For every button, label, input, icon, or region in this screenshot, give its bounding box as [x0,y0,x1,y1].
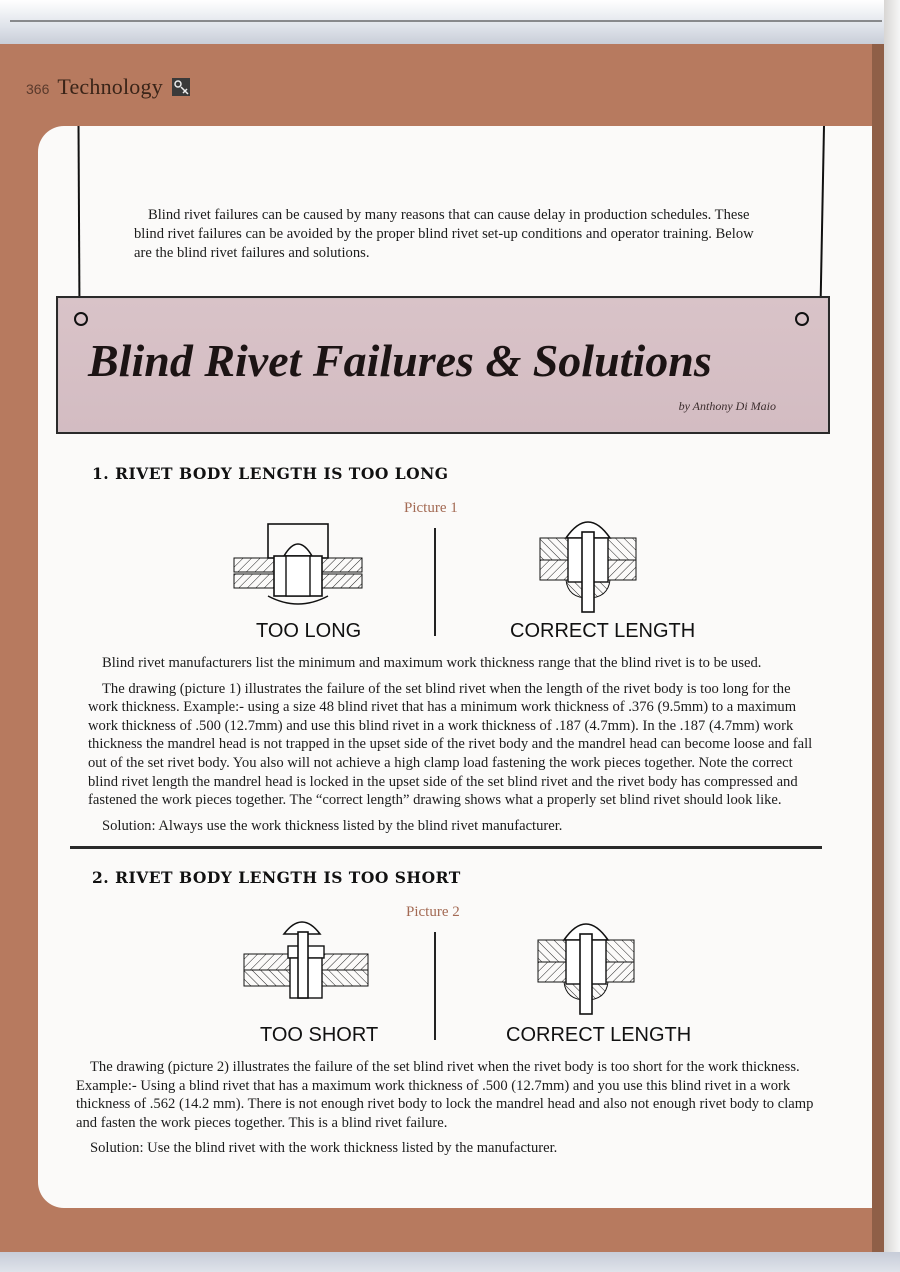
article-title: Blind Rivet Failures & Solutions [88,335,712,386]
scan-top-edge [0,0,900,44]
picture-1-label: Picture 1 [404,500,458,516]
paragraph: Solution: Use the blind rivet with the work thickness listed by the manufacturer. [90,1140,558,1157]
banner-hanger-left [78,126,81,312]
article-card [38,126,872,1208]
paragraph: Solution: Always use the work thickness listed by the blind rivet manufacturer. [102,817,563,834]
banner-ring-right [795,312,809,326]
too-short-rivet-drawing [238,914,378,1010]
intro-text: Blind rivet failures can be caused by many reasons that can cause delay in production schedules. These blind rivet failures can be avoided by the proper blind rivet set-up conditions and operator training. Below are the blind rivet failures and solutions. [134,207,754,261]
section-2-body [76,1058,822,1165]
paragraph: The drawing (picture 1) illustrates the failure of the set blind rivet when the length of the rivet body is too long for the work thickness. Example:- using a size 48 blind rivet that has a minimum work thickness of .376 (9.5mm) to a maximum work thickness of .500 (12.7mm) and use this blind rivet in a work thickness of .187 (4.7mm). In the .187 (4.7mm) work thickness the mandrel head is not trapped in the upset side of the rivet body and the mandrel head can become loose and fall out of the set rivet body. You also will not achieve a high clamp load fastening the work pieces together. Note the correct blind rivet length the mandrel head is locked in the upset side of the set blind rivet and the rivet body has compressed and fastened the work pieces together. The “correct length” drawing shows what a properly set blind rivet should look like. [88,680,813,809]
picture-2-right-caption: CORRECT LENGTH [506,1024,692,1046]
correct-length-rivet-drawing-1 [538,512,638,612]
section-divider [70,846,822,849]
picture-2-divider [434,932,436,1040]
picture-1-left-caption: TOO LONG [256,620,362,642]
page-header [26,74,191,100]
scan-bottom-edge [0,1252,900,1272]
picture-1-right-caption: CORRECT LENGTH [510,620,696,642]
next-page-edge [884,0,900,1272]
paragraph: Blind rivet manufacturers list the minimum and maximum work thickness range that the blind rivet is to be used. [102,655,762,671]
paragraph: The drawing (picture 2) illustrates the failure of the set blind rivet when the rivet body is too short for the work thickness. Example:- Using a blind rivet that has a maximum work thickness of .500 (12.7mm) and you use this blind rivet in a work thickness of .562 (14.2 mm). There is not enough rivet body to lock the mandrel head and also not enough rivet body to clamp and fasten the work pieces together. This is a blind rivet failure. [76,1059,814,1131]
picture-2-left-caption: TOO SHORT [260,1024,379,1046]
picture-2-label: Picture 2 [406,904,460,920]
section-title: Technology [57,74,163,99]
title-banner [56,296,830,434]
correct-length-rivet-drawing-2 [536,914,636,1014]
section-1-body [88,654,822,842]
section-1-heading: 1. RIVET BODY LENGTH IS TOO LONG [92,464,449,483]
picture-1-divider [434,528,436,636]
section-2-heading: 2. RIVET BODY LENGTH IS TOO SHORT [92,868,461,887]
banner-ring-left [74,312,88,326]
technology-icon [171,77,191,97]
banner-hanger-right [819,126,825,312]
byline: by Anthony Di Maio [678,399,776,413]
page-number: 366 [26,81,50,97]
too-long-rivet-drawing [228,522,368,612]
